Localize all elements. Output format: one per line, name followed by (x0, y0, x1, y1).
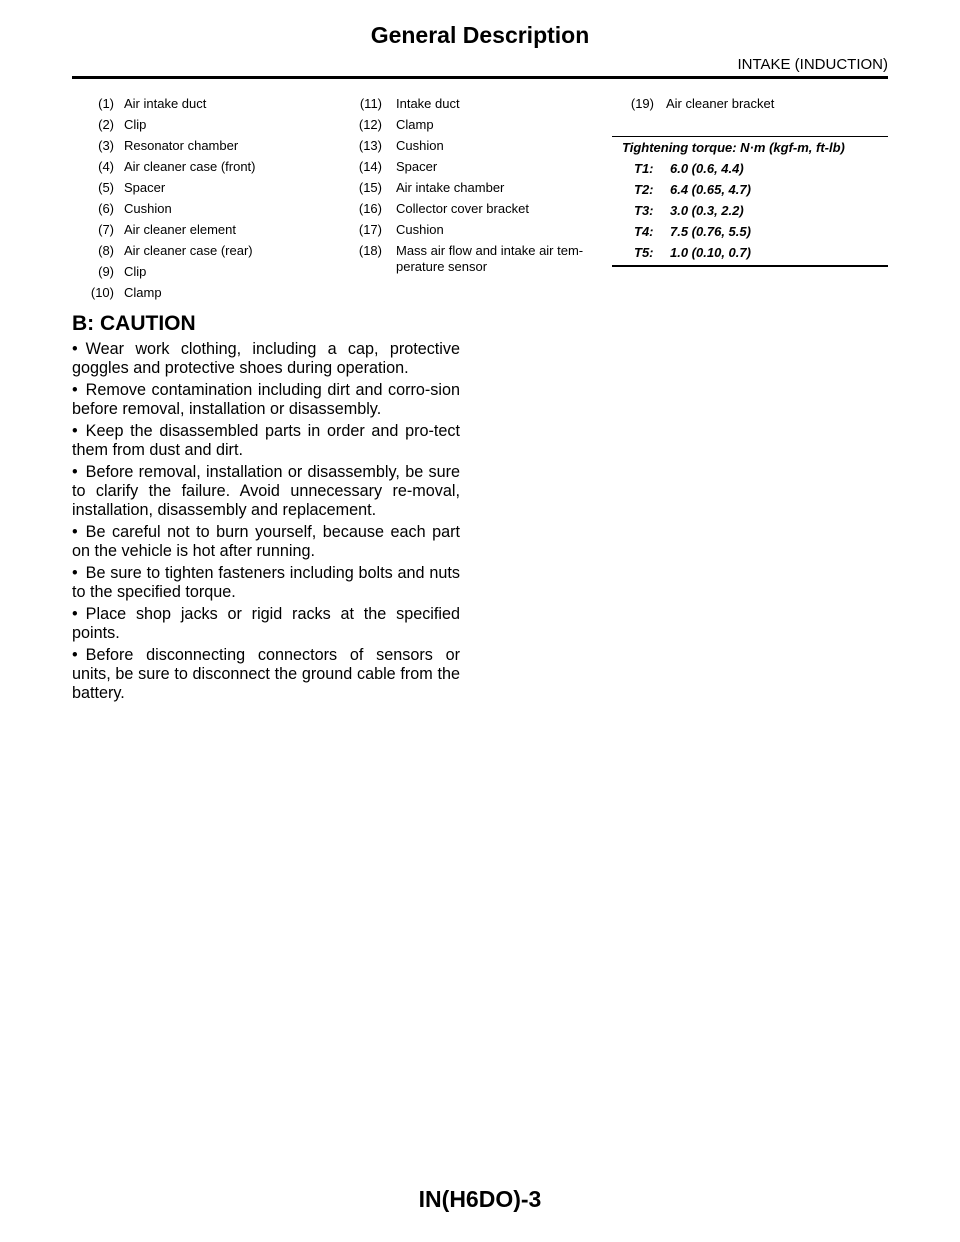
legend-number: (12) (358, 117, 382, 132)
legend-item (340, 159, 612, 175)
legend-label: Air intake duct (124, 96, 207, 111)
legend-number: (1) (98, 96, 114, 111)
legend-number: (14) (358, 159, 382, 174)
legend-item (340, 96, 612, 112)
page-title: General Description (370, 22, 590, 48)
legend-item (72, 201, 332, 217)
legend-item (340, 243, 612, 275)
legend-label: Cushion (396, 138, 444, 153)
legend-number: (19) (630, 96, 654, 111)
legend-label: Resonator chamber (124, 138, 239, 153)
legend-item (72, 138, 332, 154)
bullet: • (72, 646, 78, 664)
caution-text: Be careful not to burn yourself, because each part on the vehicle is hot after running. (72, 523, 460, 560)
caution-item (72, 381, 460, 419)
parts-legend-column-3 (612, 96, 888, 117)
legend-number: (15) (358, 180, 382, 195)
legend-label: Cushion (396, 222, 444, 237)
caution-item (72, 463, 460, 520)
legend-item (340, 201, 612, 217)
legend-item (340, 117, 612, 133)
legend-label: Cushion (124, 201, 172, 216)
legend-number: (2) (98, 117, 114, 132)
legend-item (72, 96, 332, 112)
bullet: • (72, 605, 78, 623)
legend-number: (18) (358, 243, 382, 258)
legend-item (72, 222, 332, 238)
caution-item (72, 646, 460, 703)
caution-list (72, 340, 460, 706)
caution-item (72, 564, 460, 602)
torque-value: 7.5 (0.76, 5.5) (670, 224, 751, 239)
legend-label: Clip (124, 117, 147, 132)
legend-number: (3) (98, 138, 114, 153)
legend-label: Collector cover bracket (396, 201, 529, 216)
legend-number: (11) (359, 96, 382, 111)
torque-label: T5: (634, 245, 654, 260)
torque-row (612, 182, 888, 198)
torque-row (612, 224, 888, 240)
legend-number: (10) (90, 285, 114, 300)
caution-text: Before removal, installation or disassembly, be sure to clarify the failure. Avoid unnecessary re-moval, installation, disassembly and replacement. (72, 463, 460, 519)
bullet: • (72, 463, 78, 481)
legend-label: Clamp (124, 285, 162, 300)
legend-number: (17) (358, 222, 382, 237)
bullet: • (72, 523, 78, 541)
caution-text: Wear work clothing, including a cap, protective goggles and protective shoes during operation. (72, 340, 460, 377)
legend-item (72, 180, 332, 196)
caution-text: Before disconnecting connectors of sensors or units, be sure to disconnect the ground cable from the battery. (72, 646, 460, 702)
legend-number: (13) (358, 138, 382, 153)
legend-label: Mass air flow and intake air tem-perature sensor (396, 243, 584, 274)
bullet: • (72, 381, 78, 399)
legend-item (72, 243, 332, 259)
header-divider (72, 76, 888, 79)
page-number: IN(H6DO)-3 (418, 1186, 542, 1212)
caution-text: Be sure to tighten fasteners including bolts and nuts to the specified torque. (72, 564, 460, 601)
legend-label: Air intake chamber (396, 180, 505, 195)
legend-item (340, 222, 612, 238)
torque-value: 1.0 (0.10, 0.7) (670, 245, 751, 260)
legend-number: (5) (98, 180, 114, 195)
torque-label: T4: (634, 224, 654, 239)
torque-value: 3.0 (0.3, 2.2) (670, 203, 744, 218)
legend-item (72, 117, 332, 133)
legend-label: Spacer (396, 159, 438, 174)
legend-number: (4) (98, 159, 114, 174)
legend-item (612, 96, 888, 112)
parts-legend-column-1 (72, 96, 332, 306)
legend-item (72, 159, 332, 175)
legend-label: Air cleaner element (124, 222, 236, 237)
bullet: • (72, 422, 78, 440)
legend-label: Air cleaner bracket (666, 96, 775, 111)
torque-row (612, 161, 888, 177)
legend-label: Intake duct (396, 96, 460, 111)
torque-value: 6.4 (0.65, 4.7) (670, 182, 751, 197)
caution-item (72, 340, 460, 378)
caution-text: Keep the disassembled parts in order and pro-tect them from dust and dirt. (72, 422, 460, 459)
torque-value: 6.0 (0.6, 4.4) (670, 161, 744, 176)
section-label: INTAKE (INDUCTION) (737, 56, 888, 73)
caution-text: Remove contamination including dirt and corro-sion before removal, installation or disassembly. (72, 381, 460, 418)
legend-number: (6) (98, 201, 114, 216)
caution-heading: B: CAUTION (72, 312, 196, 335)
torque-table-title: Tightening torque: N·m (kgf-m, ft-lb) (622, 140, 845, 155)
legend-number: (16) (358, 201, 382, 216)
legend-item (72, 285, 332, 301)
legend-item (72, 264, 332, 280)
caution-item (72, 605, 460, 643)
legend-label: Clip (124, 264, 147, 279)
torque-label: T3: (634, 203, 654, 218)
legend-number: (8) (98, 243, 114, 258)
caution-item (72, 523, 460, 561)
legend-item (340, 138, 612, 154)
legend-label: Clamp (396, 117, 434, 132)
torque-label: T1: (634, 161, 654, 176)
torque-row (612, 203, 888, 219)
caution-item (72, 422, 460, 460)
legend-number: (7) (98, 222, 114, 237)
legend-label: Air cleaner case (rear) (124, 243, 253, 258)
tightening-torque-table (612, 136, 888, 267)
caution-text: Place shop jacks or rigid racks at the specified points. (72, 605, 460, 642)
torque-label: T2: (634, 182, 654, 197)
parts-legend-column-2 (340, 96, 612, 280)
torque-row (612, 245, 888, 261)
legend-item (340, 180, 612, 196)
bullet: • (72, 564, 78, 582)
legend-label: Air cleaner case (front) (124, 159, 256, 174)
legend-label: Spacer (124, 180, 166, 195)
legend-number: (9) (98, 264, 114, 279)
bullet: • (72, 340, 78, 358)
